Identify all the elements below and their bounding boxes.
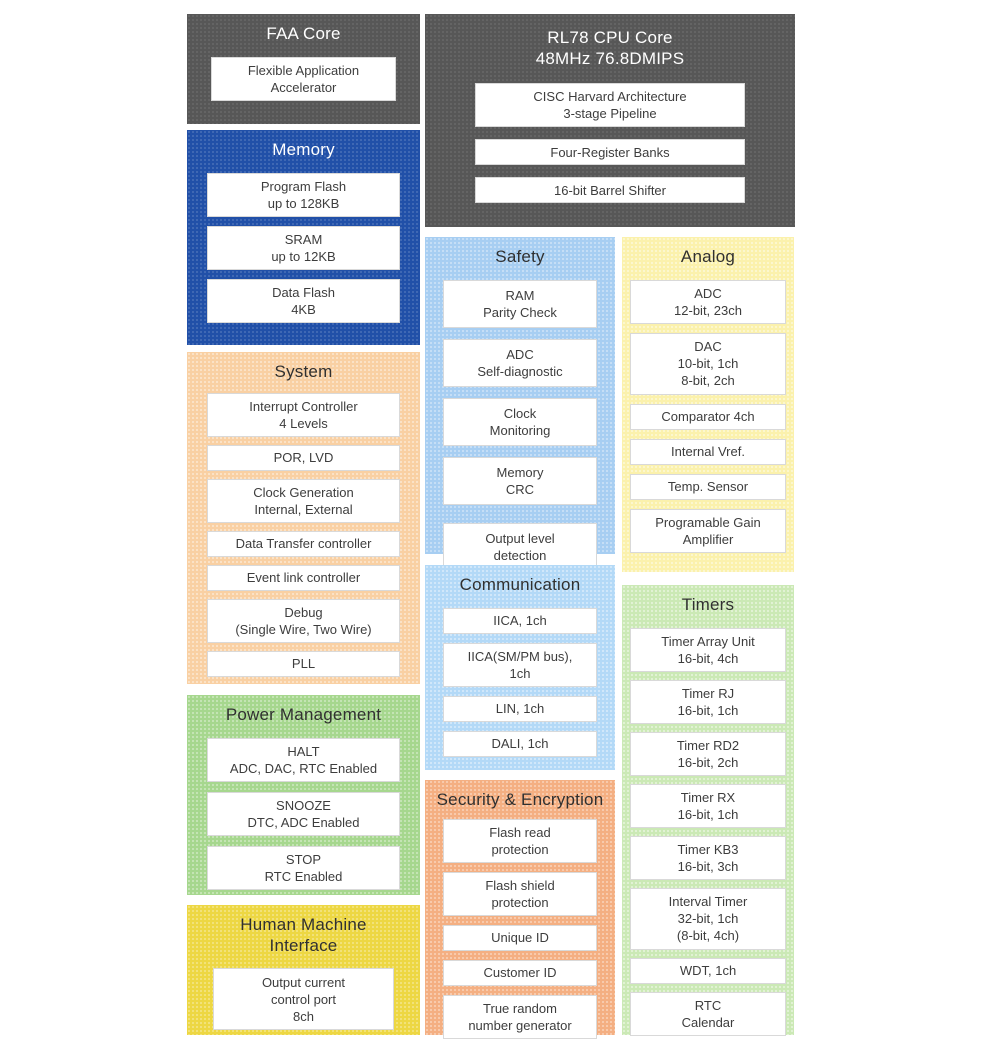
timers-title [628,595,788,616]
panel-security [425,780,615,1035]
cpu-core-title [431,28,789,69]
faa-core-title-line: FAA Core [266,24,341,43]
block-item-line: number generator [468,1017,572,1033]
power-items [187,738,420,890]
cpu-core-title-line: 48MHz 76.8DMIPS [535,48,685,68]
cpu-core-title-line: RL78 CPU Core [547,28,673,47]
memory-items [187,173,420,323]
hmi-block-item [213,968,394,1030]
system-block-item [207,393,400,437]
block-item-line: Timer RJ [681,685,735,701]
panel-safety [425,237,615,563]
block-item-line: 8-bit, 2ch [681,373,735,389]
block-item-line: Debug [284,604,323,620]
system-block-item [207,651,400,677]
analog-items [622,280,794,553]
block-item-line: HALT [287,743,320,759]
analog-block-item [630,333,786,395]
timers-block-item [630,888,786,950]
block-item-line: Customer ID [483,965,557,981]
panel-faa-core [187,14,420,124]
power-block-item [207,738,400,782]
block-item-line: RTC [694,997,722,1013]
block-item-line: PLL [291,656,316,672]
safety-block-item [443,339,597,387]
block-item-line: Unique ID [491,930,549,946]
safety-title-line: Safety [495,247,545,266]
block-item-line: Clock [503,405,537,421]
block-item-line: protection [491,894,549,910]
block-item-line: Programable Gain [655,514,761,530]
analog-block-item [630,439,786,465]
block-item-line: Amplifier [682,531,734,547]
block-item-line: Interval Timer [668,894,748,910]
power-title [193,705,414,726]
system-title-line: System [274,362,333,381]
block-item-line: Output current [261,974,346,990]
block-item-line: Program Flash [260,178,347,194]
block-item-line: Internal, External [254,501,353,517]
block-item-line: ADC [506,346,534,362]
block-item-line: ADC, DAC, RTC Enabled [229,760,378,776]
communication-block-item [443,696,597,722]
block-item-line: Parity Check [483,304,557,320]
block-item-line: RAM [505,287,535,303]
block-item-line: Interrupt Controller [249,398,358,414]
block-item-line: control port [270,991,337,1007]
analog-block-item [630,509,786,553]
block-item-line: Timer RD2 [676,737,740,753]
hmi-title-line: Human Machine [240,915,367,934]
block-item-line: IICA, 1ch [493,613,547,629]
block-item-line: 16-bit Barrel Shifter [554,182,666,198]
block-item-line: Timer RX [680,789,736,805]
analog-block-item [630,474,786,500]
safety-items [425,280,615,571]
block-item-line: up to 12KB [271,248,336,264]
block-item-line: DTC, ADC Enabled [247,814,360,830]
block-item-line: Event link controller [246,570,361,586]
memory-title [193,140,414,161]
block-item-line: Data Flash [272,284,335,300]
security-block-item [443,960,597,986]
timers-items [622,628,794,1036]
safety-block-item [443,280,597,328]
memory-block-item [207,173,400,217]
safety-block-item [443,523,597,571]
security-title-line: Security & Encryption [436,790,604,809]
security-block-item [443,925,597,951]
cpu-core-block-item [475,139,745,165]
safety-title [431,247,609,268]
block-item-line: CRC [505,481,535,497]
block-item-line: 32-bit, 1ch [677,911,739,927]
panel-memory [187,130,420,345]
hmi-title [193,915,414,956]
block-item-line: 10-bit, 1ch [677,356,739,372]
block-item-line: ADC [694,285,722,301]
block-item-line: DALI, 1ch [491,736,549,752]
block-item-line: WDT, 1ch [679,963,737,979]
timers-block-item [630,784,786,828]
timers-block-item [630,836,786,880]
faa-core-items [187,57,420,101]
block-item-line: Memory [496,464,544,480]
block-item-line: 12-bit, 23ch [674,302,742,318]
timers-block-item [630,732,786,776]
block-item-line: 8ch [293,1008,314,1024]
block-item-line: 16-bit, 4ch [677,650,739,666]
security-block-item [443,872,597,916]
system-items [187,393,420,677]
security-title [431,790,609,811]
block-item-line: Internal Vref. [671,444,745,460]
system-block-item [207,445,400,471]
panel-timers [622,585,794,1035]
block-item-line: detection [493,547,547,563]
block-item-line: SNOOZE [276,797,331,813]
hmi-title-line: Interface [269,935,338,955]
block-item-line: 4KB [291,301,316,317]
block-item-line: 4 Levels [279,415,328,431]
analog-block-item [630,404,786,430]
block-item-line: RTC Enabled [264,868,343,884]
panel-cpu-core [425,14,795,227]
panel-power [187,695,420,895]
hmi-items [187,968,420,1030]
system-block-item [207,599,400,643]
security-items [425,819,615,1039]
block-item-line: LIN, 1ch [495,701,545,717]
timers-block-item [630,680,786,724]
block-item-line: Output level [485,530,555,546]
block-item-line: Clock Generation [253,484,354,500]
communication-block-item [443,608,597,634]
panel-communication [425,565,615,770]
memory-block-item [207,279,400,323]
block-item-line: CISC Harvard Architecture [533,89,687,105]
system-title [193,362,414,383]
communication-items [425,608,615,757]
communication-title [431,575,609,596]
cpu-core-block-item [475,177,745,203]
block-item-line: Temp. Sensor [667,479,749,495]
block-item-line: Flash shield [485,877,555,893]
block-item-line: STOP [285,851,322,867]
analog-title [628,247,788,268]
block-item-line: Calendar [681,1014,735,1030]
block-item-line: 1ch [509,665,531,681]
block-item-line: Flash read [489,824,551,840]
memory-title-line: Memory [272,140,335,159]
block-item-line: Monitoring [489,422,551,438]
analog-title-line: Analog [680,247,736,266]
block-item-line: Timer Array Unit [661,633,755,649]
cpu-core-items [425,83,795,203]
block-item-line: 3-stage Pipeline [563,106,657,122]
block-item-line: Comparator 4ch [661,409,755,425]
block-item-line: up to 128KB [267,195,340,211]
system-block-item [207,479,400,523]
block-item-line: Four-Register Banks [550,144,670,160]
block-item-line: Flexible Application [247,62,360,78]
block-item-line: Timer KB3 [677,841,739,857]
communication-block-item [443,643,597,687]
power-block-item [207,846,400,890]
timers-block-item [630,628,786,672]
security-block-item [443,819,597,863]
communication-block-item [443,731,597,757]
block-item-line: (8-bit, 4ch) [676,928,740,944]
panel-analog [622,237,794,572]
analog-block-item [630,280,786,324]
block-item-line: 16-bit, 1ch [677,806,739,822]
block-item-line: 16-bit, 3ch [677,858,739,874]
block-item-line: True random [483,1000,557,1016]
security-block-item [443,995,597,1039]
block-item-line: 16-bit, 1ch [677,702,739,718]
block-item-line: Accelerator [270,79,337,95]
panel-system [187,352,420,684]
faa-core-block-item [211,57,396,101]
power-block-item [207,792,400,836]
timers-block-item [630,958,786,984]
block-item-line: protection [491,841,549,857]
block-item-line: Self-diagnostic [477,363,563,379]
timers-title-line: Timers [681,595,735,614]
timers-block-item [630,992,786,1036]
block-item-line: DAC [694,339,722,355]
system-block-item [207,531,400,557]
system-block-item [207,565,400,591]
block-item-line: IICA(SM/PM bus), [467,648,573,664]
safety-block-item [443,457,597,505]
cpu-core-block-item [475,83,745,127]
power-title-line: Power Management [225,705,382,724]
block-item-line: POR, LVD [273,450,334,466]
safety-block-item [443,398,597,446]
memory-block-item [207,226,400,270]
block-item-line: (Single Wire, Two Wire) [235,621,372,637]
faa-core-title [193,24,414,45]
block-item-line: Data Transfer controller [235,536,372,552]
panel-hmi [187,905,420,1035]
communication-title-line: Communication [459,575,581,594]
block-item-line: SRAM [284,231,323,247]
block-item-line: 16-bit, 2ch [677,754,739,770]
